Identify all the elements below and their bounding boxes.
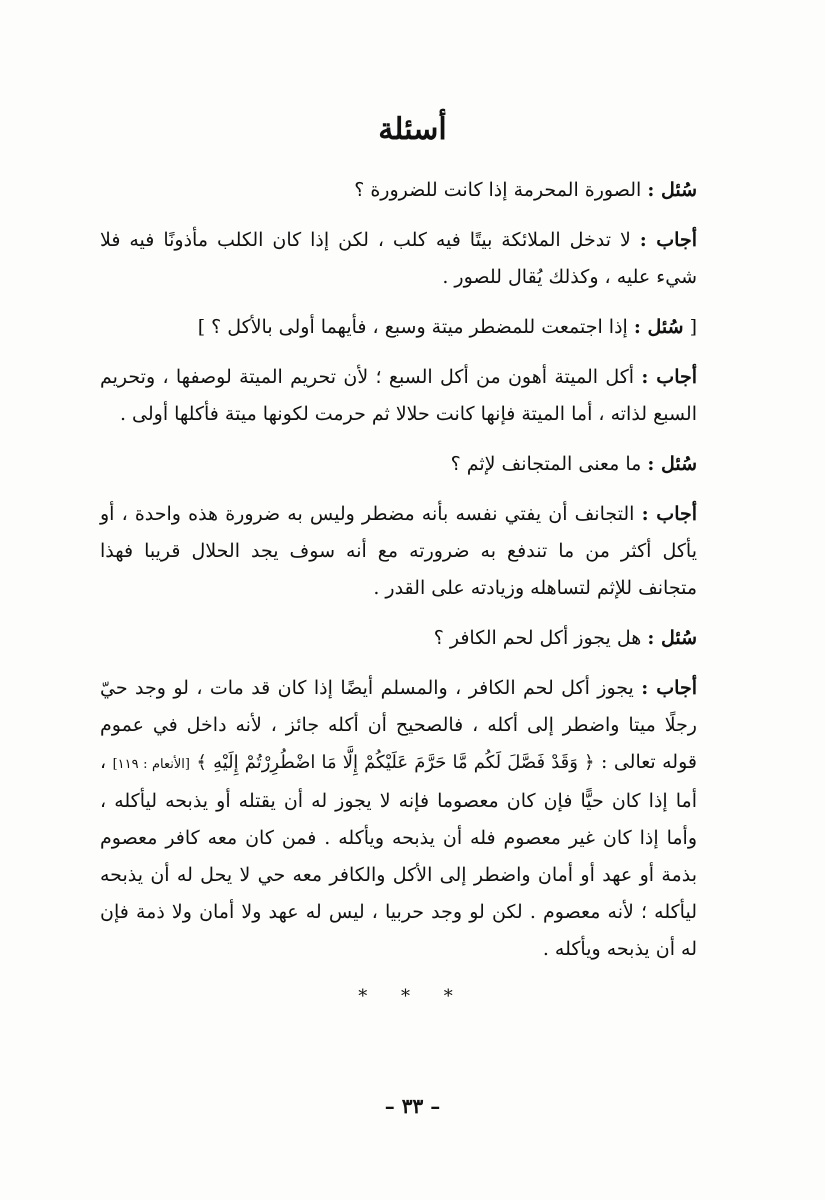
answer-text: لا تدخل الملائكة بيتًا فيه كلب ، لكن إذا كان الكلب مأذونًا فيه فلا شيء عليه ، وكذلك يُقال للصور . <box>100 229 697 288</box>
answer-label: أجاب : <box>641 503 698 525</box>
answer-text-part1: يجوز أكل لحم الكافر ، والمسلم أيضًا إذا كان قد مات ، لو وجد حيّ رجلًا ميتا واضطر إلى أكله ، فالصحيح أن أكله جائز ، لأنه داخل في عموم قوله تعالى : <box>100 677 697 773</box>
question-1 <box>100 172 725 209</box>
question-label: سُئل : <box>647 453 697 475</box>
answer-text-part2: ، أما إذا كان حيًّا فإن كان معصوما فإنه لا يجوز له أن يقتله أو يذبحه ليأكله ، وأما إذا كان غير معصوم فله أن يذبحه ويأكله . فمن كان معه كافر معصوم بذمة أو عهد أو أمان واضطر إلى الأكل والكافر معه حي لا يحل له أن يذبحه ليأكله ؛ لأنه معصوم . لكن لو وجد حربيا ، ليس له عهد ولا أمان ولا ذمة فإن له أن يذبحه ويأكله . <box>100 751 697 960</box>
question-text: هل يجوز أكل لحم الكافر ؟ <box>433 627 642 649</box>
question-text: إذا اجتمعت للمضطر ميتة وسبع ، فأيهما أولى بالأكل ؟ <box>211 316 628 338</box>
answer-label: أجاب : <box>641 366 698 388</box>
answer-label: أجاب : <box>639 229 697 251</box>
question-4 <box>100 620 725 657</box>
bracket-close: ] <box>197 316 206 338</box>
question-label: سُئل : <box>647 627 697 649</box>
quran-verse: ﴿ وَقَدْ فَصَّلَ لَكُم مَّا حَرَّمَ عَلَيْكُمْ إِلَّا مَا اضْطُرِرْتُمْ إِلَيْهِ ﴾ <box>196 752 595 773</box>
question-label: سُئل : <box>647 179 697 201</box>
page-title: أسئلة <box>378 112 447 147</box>
question-label: سُئل : <box>633 316 684 338</box>
answer-1 <box>100 222 725 296</box>
answer-2 <box>100 359 725 433</box>
answer-label: أجاب : <box>641 677 697 699</box>
answer-text: التجانف أن يفتي نفسه بأنه مضطر وليس به ضرورة هذه واحدة ، أو يأكل أكثر من ما تندفع به ضرورته مع أنه سوف يجد الحلال قريبا فهذا متجانف للإثم لتساهله وزيادته على القدر . <box>100 503 697 599</box>
qa-content <box>100 172 725 981</box>
quran-reference: [الأنعام : ١١٩] <box>112 757 190 772</box>
answer-4 <box>100 670 725 968</box>
question-text: الصورة المحرمة إذا كانت للضرورة ؟ <box>354 179 642 201</box>
section-separator: * * * <box>358 986 467 1007</box>
question-2 <box>100 309 725 346</box>
bracket-open: [ <box>689 316 697 338</box>
question-3 <box>100 446 725 483</box>
question-text: ما معنى المتجانف لإثم ؟ <box>450 453 642 475</box>
page-number: – ٣٣ – <box>384 1094 441 1118</box>
answer-text: أكل الميتة أهون من أكل السبع ؛ لأن تحريم الميتة لوصفها ، وتحريم السبع لذاته ، أما الميتة فإنها كانت حلالا ثم حرمت لكونها ميتة فأكلها أولى . <box>100 366 697 425</box>
answer-3 <box>100 496 725 607</box>
